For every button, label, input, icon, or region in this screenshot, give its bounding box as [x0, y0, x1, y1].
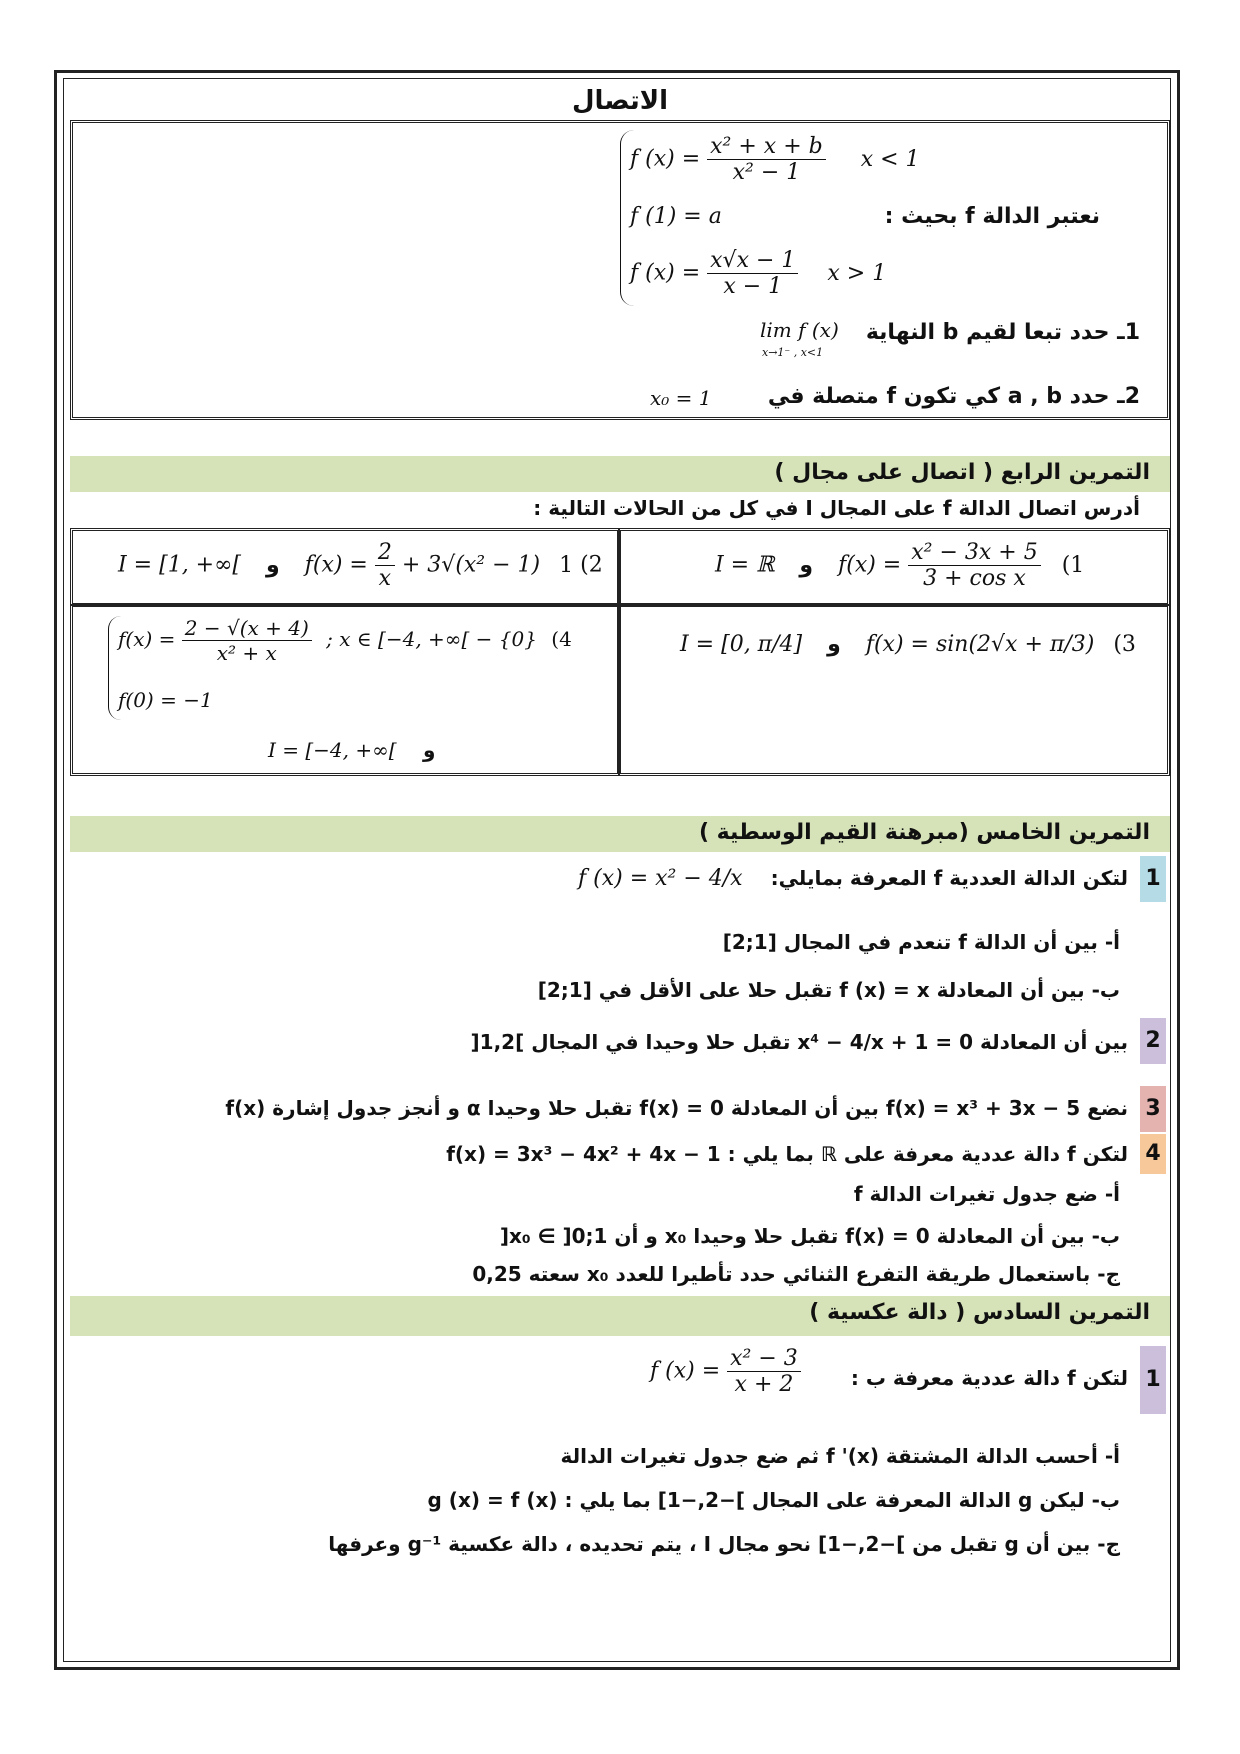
piece2: f (1) = a — [630, 204, 722, 229]
ex5-q3-badge: 3 — [1140, 1086, 1166, 1132]
ex5-q4a: أ- ضع جدول تغيرات الدالة f — [853, 1182, 1120, 1206]
ex5-q2-badge: 2 — [1140, 1018, 1166, 1064]
ex4-title: التمرين الرابع ( اتصال على مجال ) — [774, 460, 1150, 485]
ex6-qb: ب- ليكن g الدالة المعرفة على المجال ]−2,−1] بما يلي : g (x) = f (x) — [427, 1488, 1120, 1512]
ex5-title: التمرين الخامس (مبرهنة القيم الوسطية ) — [698, 820, 1150, 845]
intro-consider: نعتبر الدالة f بحيث : — [884, 204, 1100, 229]
piece1: f (x) = $\frac{\text{x² + x + b}}{\text{x² − 1}}$ x < 1 — [630, 134, 920, 185]
piece3: f (x) = $\frac{x√x - 1}{x - 1}$ x > 1 — [630, 248, 887, 299]
ex5-band — [70, 816, 1170, 852]
intro-q2-point: x₀ = 1 — [650, 386, 712, 410]
ex6-q1-text: لتكن f دالة عددية معرفة ب : — [850, 1366, 1128, 1390]
ex5-q2-text: بين أن المعادلة x⁴ − 4/x + 1 = 0 تقبل حلا وحيدا في المجال ]1,2[ — [470, 1030, 1128, 1054]
ex6-qa: أ- أحسب الدالة المشتقة f '(x) ثم ضع جدول تغيرات الدالة — [560, 1444, 1120, 1468]
ex6-title: التمرين السادس ( دالة عكسية ) — [809, 1300, 1150, 1325]
ex4-case4-line1: f(x) = $\frac{2 - √(x + 4)}{\text{x² + x}}$ ; x ∈ [−4, +∞[ − {0} (4 — [118, 616, 572, 665]
ex6-q1-expr: f (x) = $\frac{\text{x² − 3}}{x + 2}$ — [650, 1346, 801, 1397]
ex5-q3-text: نضع f(x) = x³ + 3x − 5 بين أن المعادلة f(x) = 0 تقبل حلا وحيدا α و أنجز جدول إشارة f(x) — [225, 1096, 1128, 1120]
ex5-q1-expr: f (x) = x² − 4/x — [578, 866, 743, 891]
page-title: الاتصال — [572, 86, 668, 116]
intro-q1-limit-sub: x→1⁻ , x<1 — [762, 346, 824, 359]
ex5-q4-badge: 4 — [1140, 1134, 1166, 1174]
ex5-q1a: أ- بين أن الدالة f تنعدم في المجال [1;2] — [722, 930, 1120, 954]
ex5-q4c: ج- باستعمال طريقة التفرع الثنائي حدد تأطيرا للعدد x₀ سعته 0,25 — [472, 1262, 1120, 1286]
ex5-q1b: ب- بين أن المعادلة f (x) = x تقبل حلا على الأقل في [1;2] — [537, 978, 1120, 1002]
ex5-q1-text: لتكن الدالة العددية f المعرفة بمايلي: — [770, 866, 1128, 890]
ex4-case1: I = ℝ و f(x) = $\frac{\text{x² − 3x + 5}}{\text{3 + cos x}}$ (1 — [715, 540, 1085, 591]
ex6-qc: ج- بين أن g تقبل من ]−2,−1] نحو مجال I ، يتم تحديده ، دالة عكسية g⁻¹ وعرفها — [328, 1532, 1120, 1556]
ex5-q4-text: لتكن f دالة عددية معرفة على ℝ بما يلي : f(x) = 3x³ − 4x² + 4x − 1 — [446, 1142, 1128, 1166]
ex5-q1-badge: 1 — [1140, 856, 1166, 902]
intro-q1-limit: lim f (x) — [760, 318, 839, 342]
intro-q2: 2ـ حدد a , b كي تكون f متصلة في — [767, 384, 1140, 409]
ex5-q4b: ب- بين أن المعادلة f(x) = 0 تقبل حلا وحيدا x₀ و أن x₀ ∈ ]0;1[ — [499, 1224, 1120, 1248]
ex4-band — [70, 456, 1170, 492]
ex4-case2: I = [1, +∞[ و f(x) = $\frac{2}{x}$ + 3√(x² − 1) 1 (2 — [118, 540, 603, 591]
ex6-band — [70, 1296, 1170, 1336]
intro-q1: 1ـ حدد تبعا لقيم b النهاية — [865, 320, 1140, 345]
ex4-case4-interval: I = [−4, +∞[ و — [268, 738, 436, 762]
ex6-q1-badge: 1 — [1140, 1346, 1166, 1414]
ex4-cell-3 — [618, 604, 1170, 776]
ex4-instruction: أدرس اتصال الدالة f على المجال I في كل من الحالات التالية : — [533, 496, 1140, 520]
ex4-case3: I = [0, π/4] و f(x) = sin(2√x + π/3) (3 — [680, 632, 1136, 657]
ex4-case4-value: f(0) = −1 — [118, 688, 213, 712]
